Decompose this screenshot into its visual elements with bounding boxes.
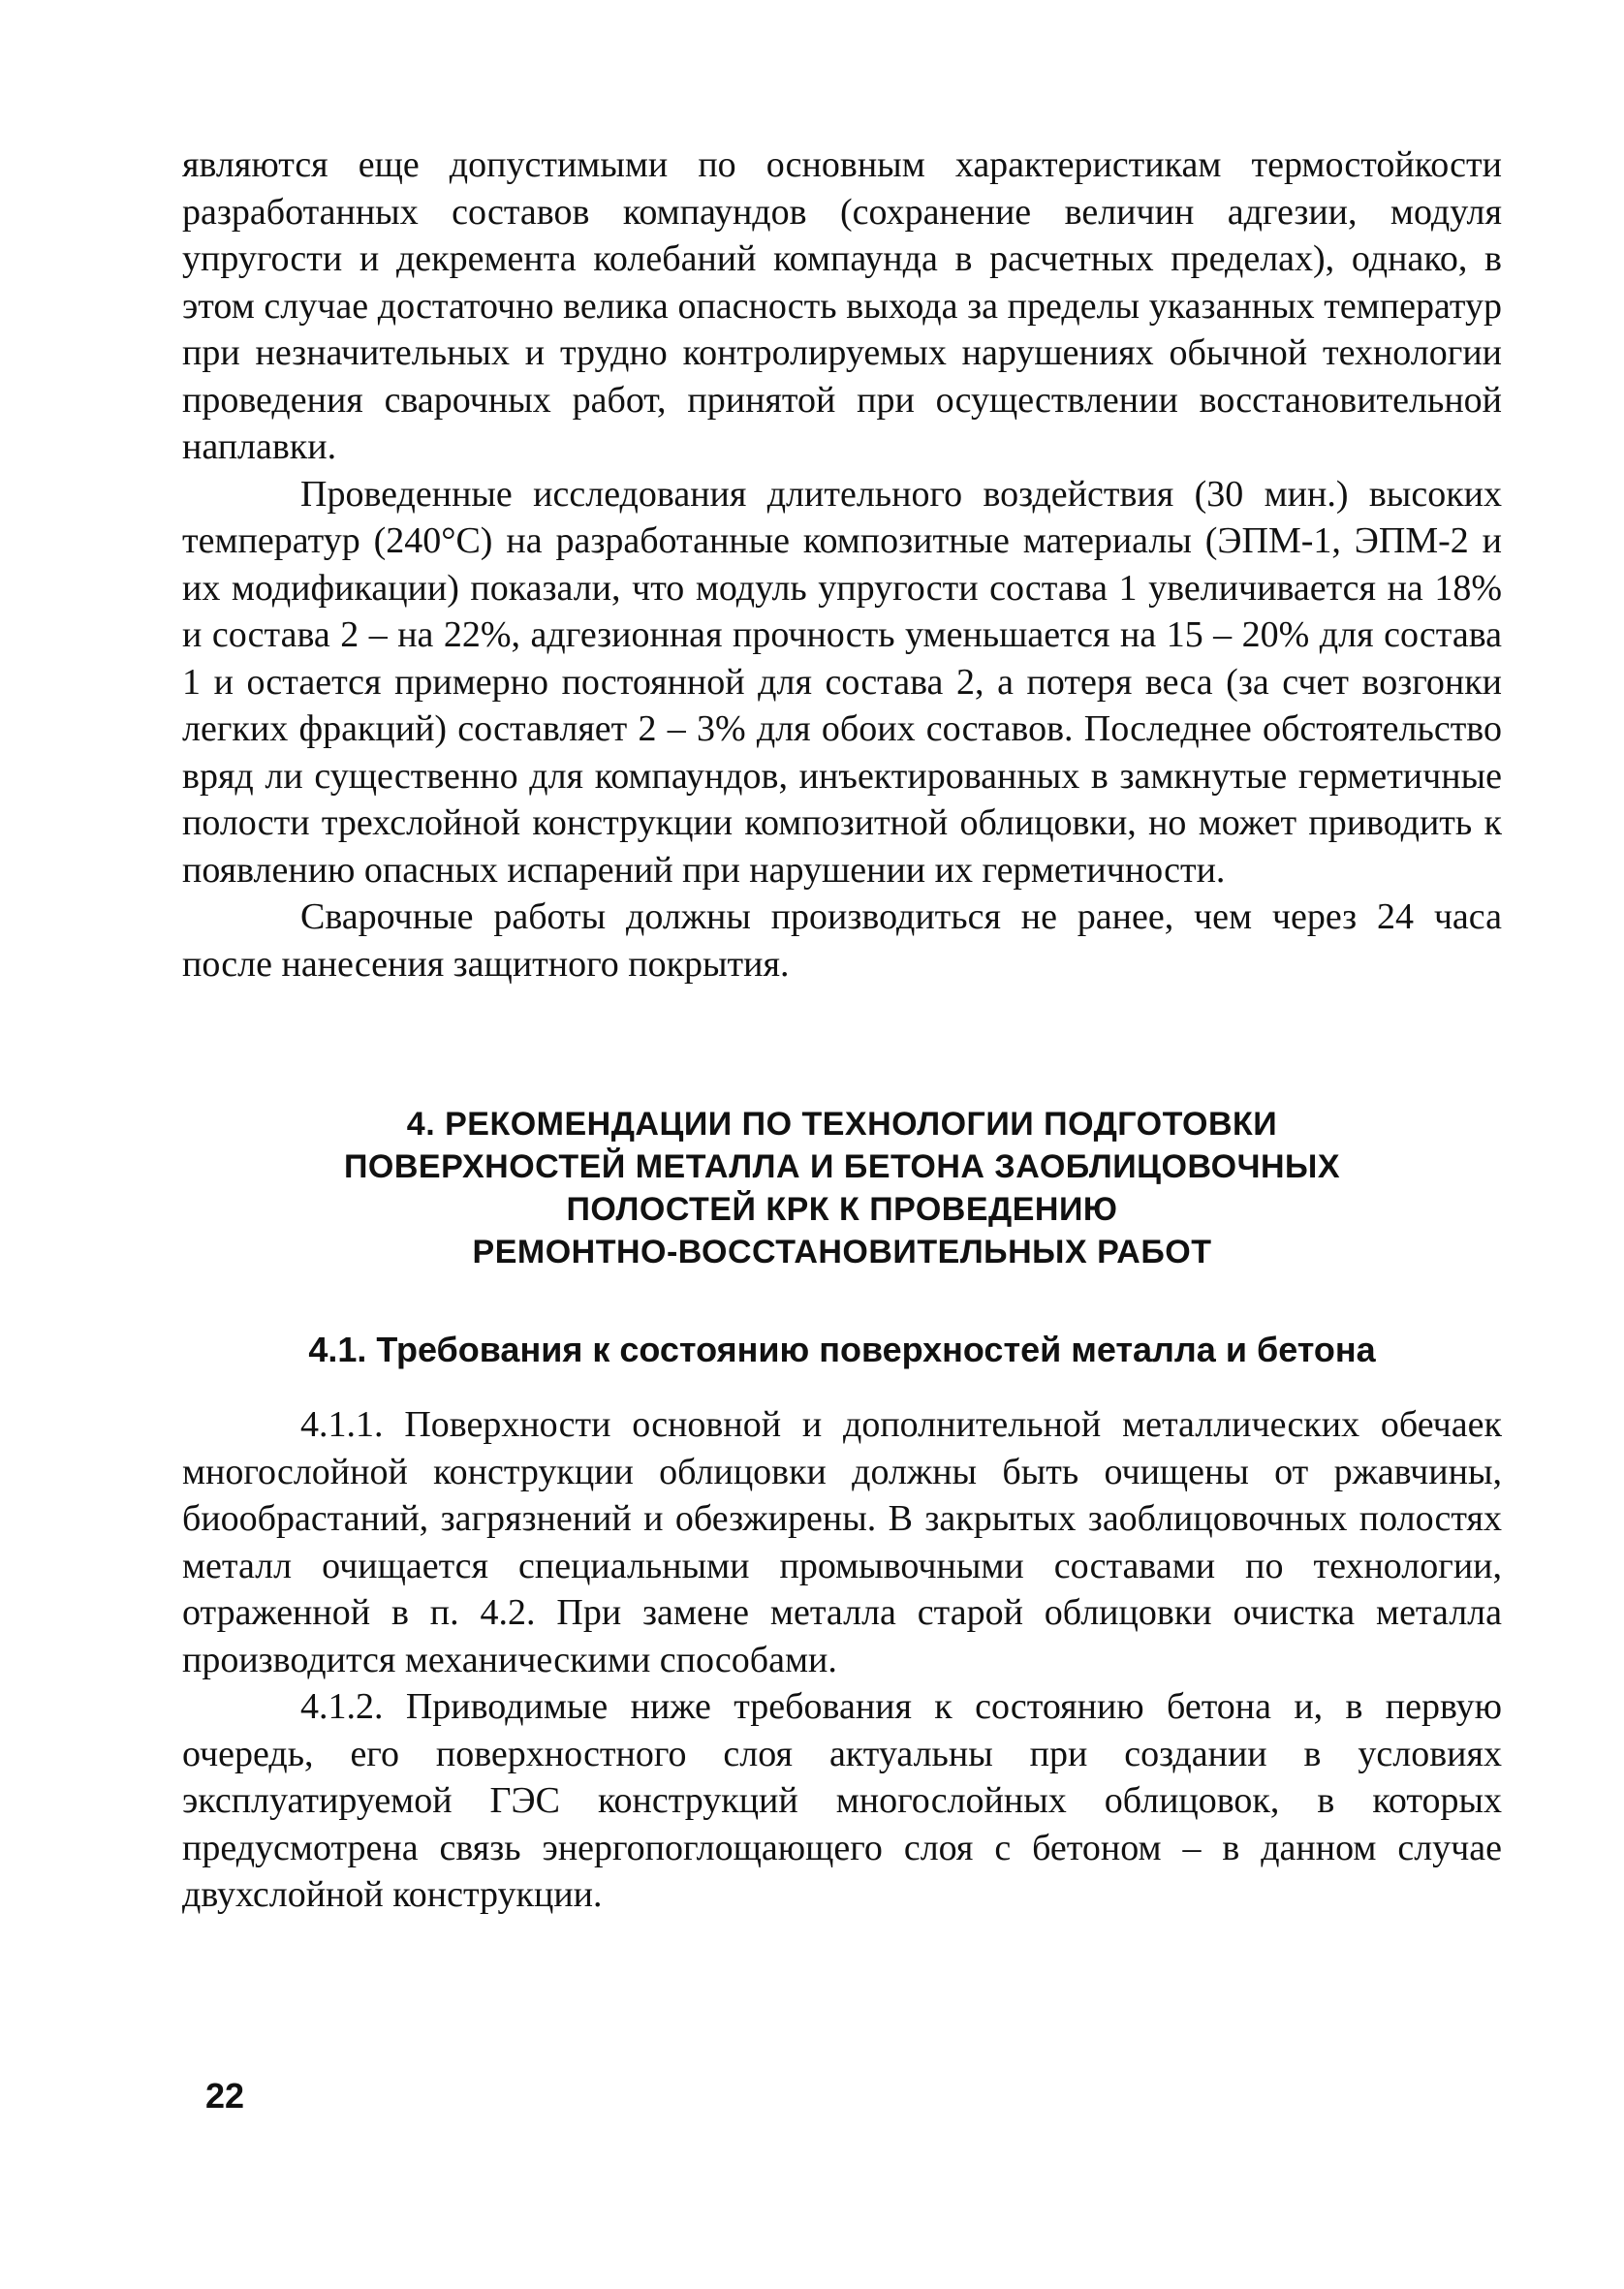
paragraph-4-1-1: 4.1.1. Поверхности основной и дополнительной металлических обечаек многослойной конструкции облицовки должны быть очищены от ржавчины, биообрастаний, загрязнений и обезжирены. В закрытых заоблицовочных полостях металл очищается специальными промывочными составами по технологии, отраженной в п. 4.2. При замене металла старой облицовки очистка металла производится механическими способами. [182, 1404, 1502, 1680]
section-heading-line-4: РЕМОНТНО-ВОССТАНОВИТЕЛЬНЫХ РАБОТ [472, 1234, 1212, 1270]
paragraph-welding-works: Сварочные работы должны производиться не ранее, чем через 24 часа после нанесения защитного покрытия. [182, 896, 1502, 985]
page-content [182, 141, 1502, 1919]
paragraph-4-1-2: 4.1.2. Приводимые ниже требования к состоянию бетона и, в первую очередь, его поверхностного слоя актуальны при создании в условиях эксплуатируемой ГЭС конструкций многослойных облицовок, в которых предусмотрена связь энергопоглощающего слоя с бетоном – в данном случае двухслойной конструкции. [182, 1686, 1502, 1915]
paragraph-continuation: являются еще допустимыми по основным характеристикам термостойкости разработанных составов компаундов (сохранение величин адгезии, модуля упругости и декремента колебаний компаунда в расчетных пределах), однако, в этом случае достаточно велика опасность выхода за пределы указанных температур при незначительных и трудно контролируемых нарушениях обычной технологии проведения сварочных работ, принятой при осуществлении восстановительной наплавки. [182, 144, 1502, 467]
section-heading-line-2: ПОВЕРХНОСТЕЙ МЕТАЛЛА И БЕТОНА ЗАОБЛИЦОВОЧНЫХ [343, 1148, 1341, 1185]
paragraph-high-temperature-study: Проведенные исследования длительного воздействия (30 мин.) высоких температур (240°С) на разработанные композитные материалы (ЭПМ-1, ЭПМ-2 и их модификации) показали, что модуль упругости состава 1 увеличивается на 18% и состава 2 – на 22%, адгезионная прочность уменьшается на 15 – 20% для состава 1 и остается примерно постоянной для состава 2, а потеря веса (за счет возгонки легких фракций) составляет 2 – 3% для обоих составов. Последнее обстоятельство вряд ли существенно для компаундов, инъектированных в замкнутые герметичные полости трехслойной конструкции композитной облицовки, но может приводить к появлению опасных испарений при нарушении их герметичности. [182, 473, 1502, 891]
subsection-heading: 4.1. Требования к состоянию поверхностей металла и бетона [308, 1330, 1376, 1369]
section-heading [182, 1103, 1502, 1273]
page-number: 22 [205, 2076, 245, 2116]
section-heading-line-1: 4. РЕКОМЕНДАЦИИ ПО ТЕХНОЛОГИИ ПОДГОТОВКИ [406, 1106, 1278, 1143]
section-heading-line-3: ПОЛОСТЕЙ КРК К ПРОВЕДЕНИЮ [566, 1191, 1118, 1228]
